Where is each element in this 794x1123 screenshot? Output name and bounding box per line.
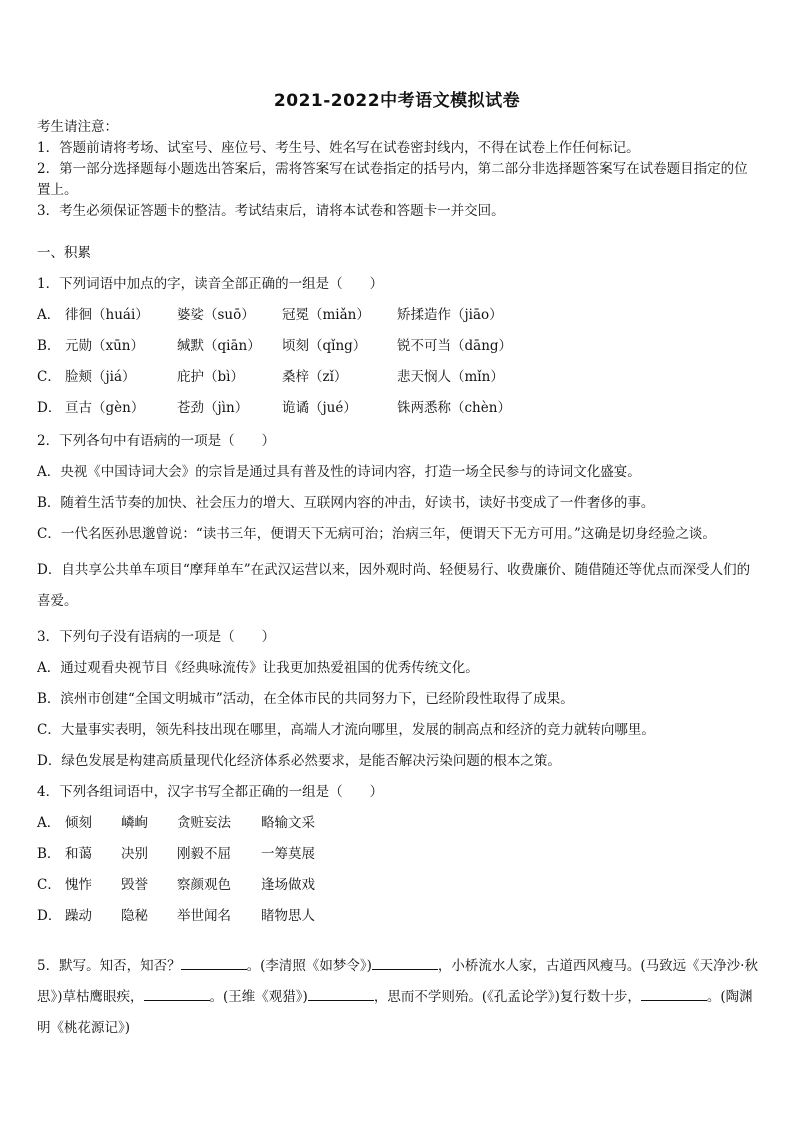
option-word: 逢场做戏 — [261, 877, 315, 893]
option-word: 元勋（xūn） — [65, 338, 145, 354]
option-word: 铢两悉称（chèn） — [397, 400, 511, 416]
question-3-stem: 3．下列句子没有语病的一项是（ ） — [37, 629, 276, 645]
option-label: B． — [37, 338, 61, 354]
option-word: 顷刻（qǐng） — [282, 338, 367, 354]
answer-blank-2[interactable] — [372, 955, 438, 970]
question-4-stem: 4．下列各组词语中，汉字书写全都正确的一组是（ ） — [37, 784, 384, 800]
notice-line-3: 3．考生必须保证答题卡的整洁。考试结束后，请将本试卷和答题卡一并交回。 — [37, 203, 505, 219]
question-1-option-c — [37, 367, 759, 388]
option-text: 自共享公共单车项目“摩拜单车”在武汉运营以来，因外观时尚、轻便易行、收费廉价、随借随还等优点而深受人们的喜爱。 — [37, 562, 751, 609]
option-label: B． — [37, 691, 61, 707]
option-word: 睹物思人 — [261, 908, 315, 924]
option-text: 一代名医孙思邈曾说：“读书三年，便谓天下无病可治；治病三年，便谓天下无方可用。”这确是切身经验之谈。 — [60, 526, 716, 542]
option-label: D． — [37, 753, 62, 769]
option-word: 决别 — [121, 846, 148, 862]
notice-line-1: 1．答题前请将考场、试室号、座位号、考生号、姓名写在试卷密封线内，不得在试卷上作任何标记。 — [37, 140, 640, 156]
option-word: 躁动 — [65, 908, 92, 924]
question-5-text-3: ，小桥流水人家，古道西风瘦马。(马致远《天净沙·秋思》)草枯鹰眼疾， — [37, 958, 758, 1005]
option-label: A． — [37, 307, 61, 323]
question-2-option-b — [37, 493, 759, 514]
option-label: D． — [37, 400, 62, 416]
question-3-option-c — [37, 720, 759, 741]
option-label: B． — [37, 495, 61, 511]
option-label: C． — [37, 369, 61, 385]
option-word: 隐秘 — [121, 908, 148, 924]
option-word: 贪赃妄法 — [177, 815, 231, 831]
question-4-option-d — [37, 906, 759, 927]
question-1-option-a — [37, 305, 759, 326]
option-word: 嶙峋 — [121, 815, 148, 831]
option-word: 苍劲（jìn） — [177, 400, 249, 416]
question-4-option-a — [37, 813, 759, 834]
exam-content — [37, 117, 759, 1044]
notice-heading: 考生请注意： — [37, 119, 118, 135]
option-word: 徘徊（huái） — [65, 307, 149, 323]
question-2-option-d — [37, 555, 759, 617]
option-word: 矫揉造作（jiāo） — [397, 307, 503, 323]
option-word: 庇护（bì） — [177, 369, 244, 385]
answer-blank-1[interactable] — [181, 955, 247, 970]
option-label: B． — [37, 846, 61, 862]
question-4-option-c — [37, 875, 759, 896]
question-5 — [37, 951, 759, 1044]
question-2-stem: 2．下列各句中有语病的一项是（ ） — [37, 433, 276, 449]
option-text: 绿色发展是构建高质量现代化经济体系必然要求，是能否解决污染问题的根本之策。 — [61, 753, 561, 769]
option-text: 央视《中国诗词大会》的宗旨是通过具有普及性的诗词内容，打造一场全民参与的诗词文化盛宴。 — [60, 464, 641, 480]
option-word: 冠冕（miǎn） — [282, 307, 370, 323]
question-5-text-2: 。(李清照《如梦令》) — [246, 958, 372, 974]
option-word: 愧怍 — [65, 877, 92, 893]
option-word: 察颜观色 — [177, 877, 231, 893]
option-label: D． — [37, 562, 62, 578]
answer-blank-3[interactable] — [144, 986, 210, 1001]
question-5-text-6: 。(陶渊明《桃花源记》) — [37, 989, 753, 1036]
option-word: 桑梓（zǐ） — [282, 369, 348, 385]
option-word: 毁誉 — [121, 877, 148, 893]
option-label: D． — [37, 908, 62, 924]
question-2-option-a — [37, 462, 759, 483]
option-word: 婆娑（suō） — [177, 307, 255, 323]
option-label: A． — [37, 464, 61, 480]
option-label: A． — [37, 815, 61, 831]
option-label: C． — [37, 526, 61, 542]
option-label: A． — [37, 660, 61, 676]
page-title: 2021-2022中考语文模拟试卷 — [273, 91, 521, 111]
option-word: 倾刻 — [65, 815, 92, 831]
question-1-option-b — [37, 336, 759, 357]
option-label: C． — [37, 722, 61, 738]
option-word: 一筹莫展 — [261, 846, 315, 862]
question-4-option-b — [37, 844, 759, 865]
candidate-notice — [37, 117, 759, 222]
option-word: 锐不可当（dāng） — [397, 338, 513, 354]
question-5-text-5: ，思而不学则殆。(《孔孟论学》)复行数十步， — [373, 989, 641, 1005]
option-word: 缄默（qiān） — [177, 338, 261, 354]
option-text: 滨州市创建“全国文明城市”活动，在全体市民的共同努力下，已经阶段性取得了成果。 — [60, 691, 574, 707]
option-word: 脸颊（jiá） — [65, 369, 136, 385]
option-word: 和蔼 — [65, 846, 92, 862]
question-2-option-c — [37, 524, 759, 545]
option-word: 刚毅不屈 — [177, 846, 231, 862]
question-5-text-4: 。(王维《观猎》) — [209, 989, 308, 1005]
notice-line-2: 2．第一部分选择题每小题选出答案后，需将答案写在试卷指定的括号内，第二部分非选择题答案写在试卷题目指定的位置上。 — [37, 161, 748, 198]
option-word: 诡谲（jué） — [282, 400, 357, 416]
question-1-option-d — [37, 398, 759, 419]
option-label: C． — [37, 877, 61, 893]
option-word: 举世闻名 — [177, 908, 231, 924]
option-text: 大量事实表明，领先科技出现在哪里，高端人才流向哪里，发展的制高点和经济的竞力就转向哪里。 — [60, 722, 655, 738]
answer-blank-4[interactable] — [308, 986, 374, 1001]
option-word: 略输文采 — [261, 815, 315, 831]
section-heading: 一、积累 — [37, 245, 91, 261]
option-word: 悲天悯人（mǐn） — [397, 369, 504, 385]
question-3-option-a — [37, 658, 759, 679]
question-1-stem: 1．下列词语中加点的字，读音全部正确的一组是（ ） — [37, 276, 384, 292]
question-5-text-1: 5．默写。知否，知否？ — [37, 958, 181, 974]
option-text: 随着生活节奏的加快、社会压力的增大、互联网内容的冲击，好读书，读好书变成了一件奢侈的事。 — [60, 495, 655, 511]
question-3-option-b — [37, 689, 759, 710]
option-text: 通过观看央视节目《经典咏流传》让我更加热爱祖国的优秀传统文化。 — [60, 660, 479, 676]
question-3-option-d — [37, 751, 759, 772]
answer-blank-5[interactable] — [641, 986, 707, 1001]
option-word: 亘古（gèn） — [65, 400, 145, 416]
